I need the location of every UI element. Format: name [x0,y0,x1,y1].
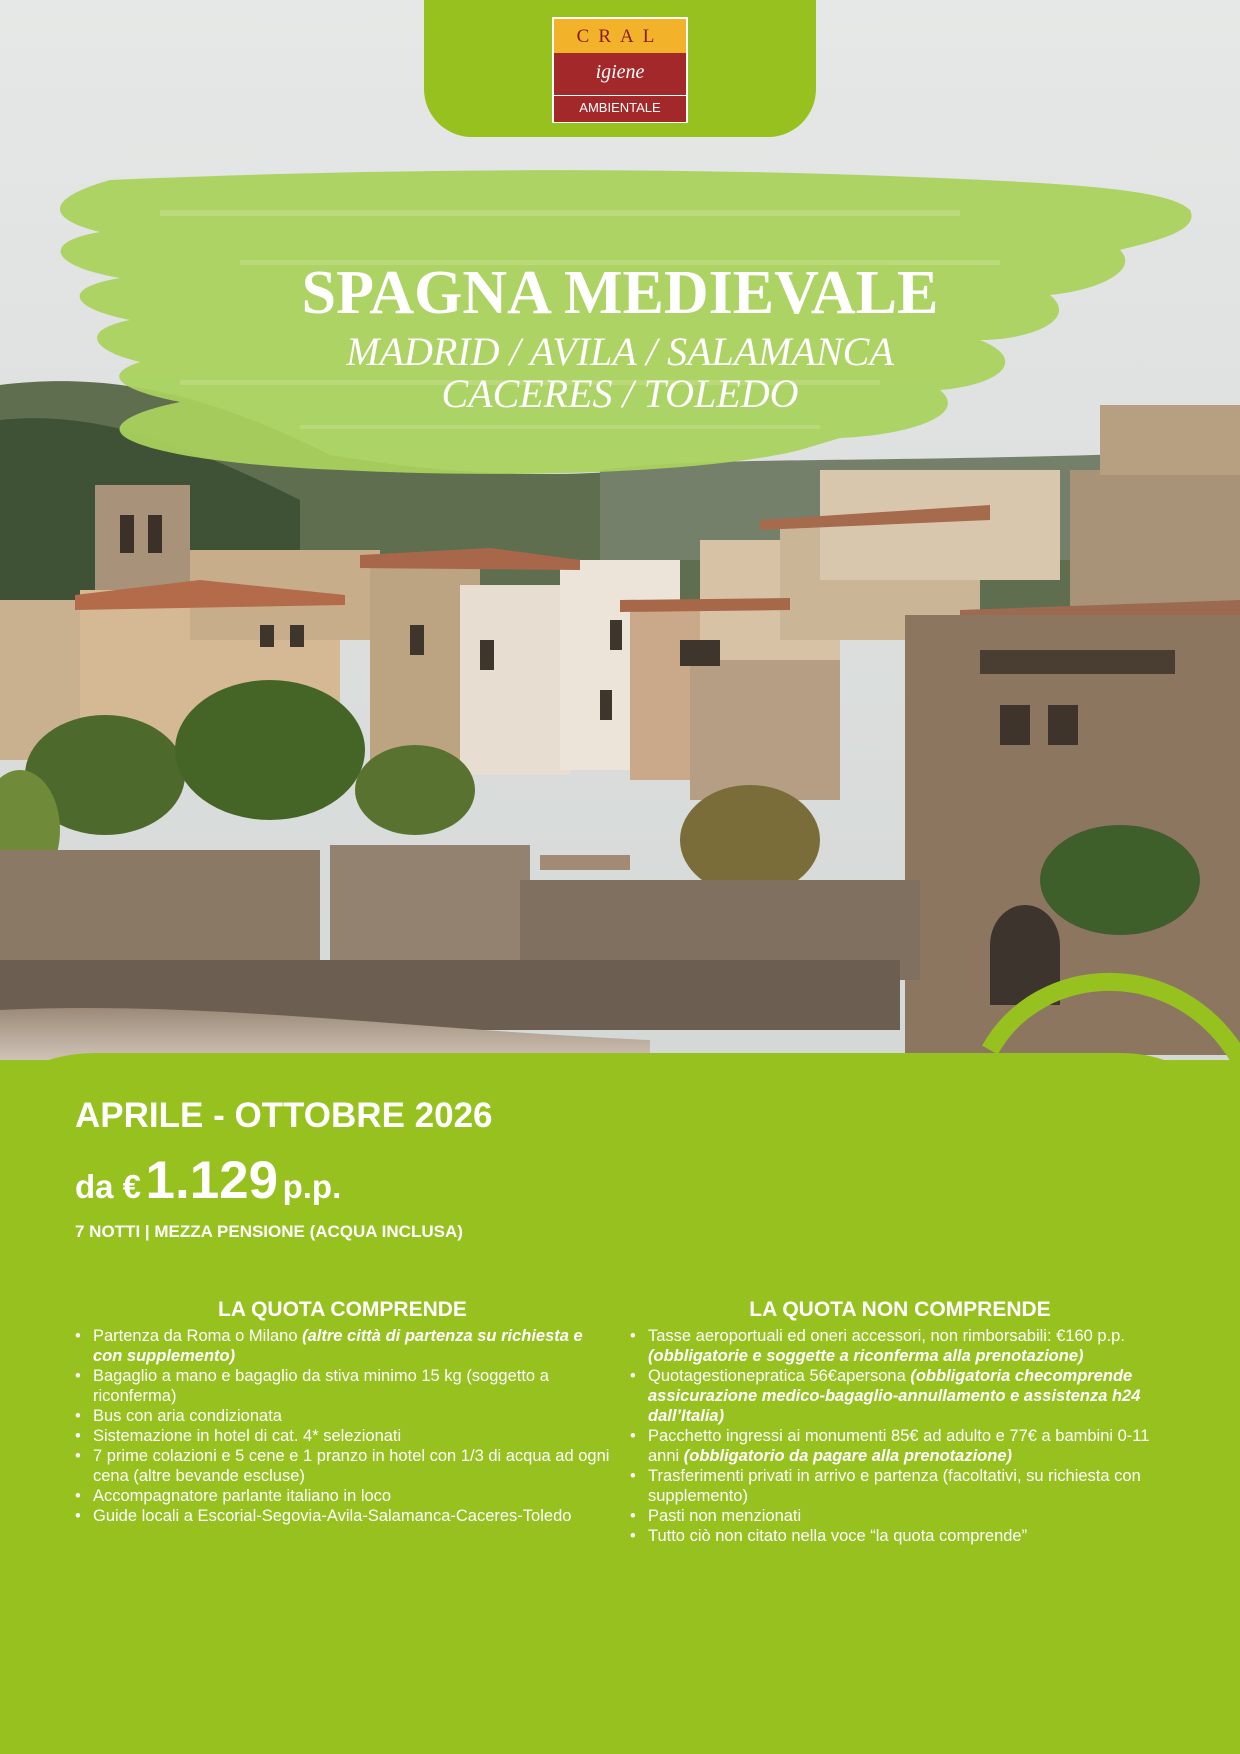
list-item: • Sistemazione in hotel di cat. 4* selezionati [75,1426,610,1446]
subtitle-line-2: CACERES / TOLEDO [441,371,799,416]
trip-details: 7 NOTTI | MEZZA PENSIONE (ACQUA INCLUSA) [75,1222,463,1241]
excluded-section [630,1298,1170,1546]
subtitle-line-1: MADRID / AVILA / SALAMANCA [346,329,894,374]
price-suffix: p.p. [282,1168,342,1205]
list-item: • Accompagnatore parlante italiano in loco [75,1486,610,1506]
logo-line-3: AMBIENTALE [554,95,686,122]
logo-line-2: igiene [554,53,686,95]
list-item: • Trasferimenti privati in arrivo e partenza (facoltativi, su richiesta con supplemento) [630,1466,1170,1506]
included-heading: LA QUOTA COMPRENDE [218,1298,467,1321]
excluded-heading: LA QUOTA NON COMPRENDE [749,1298,1051,1321]
list-item: • 7 prime colazioni e 5 cene e 1 pranzo in hotel con 1/3 di acqua ad ogni cena (altre bevande escluse) [75,1446,610,1486]
price-value: 1.129 [145,1151,279,1210]
list-item: • Quotagestionepratica 56€apersona (obbligatoria checomprende assicurazione medico-bagaglio-annullamento e assistenza h24 dall’Italia) [630,1366,1170,1426]
list-item: • Guide locali a Escorial-Segovia-Avila-Salamanca-Caceres-Toledo [75,1506,610,1526]
price [75,1150,341,1211]
list-item: • Pasti non menzionati [630,1506,1170,1526]
list-item: • Pacchetto ingressi ai monumenti 85€ ad adulto e 77€ a bambini 0-11 anni (obbligatorio da pagare alla prenotazione) [630,1426,1170,1466]
included-section [75,1298,610,1526]
excluded-list [630,1326,1170,1546]
travel-dates: APRILE - OTTOBRE 2026 [75,1096,493,1135]
included-list [75,1326,610,1526]
list-item: • Bus con aria condizionata [75,1406,610,1426]
list-item: • Tutto ciò non citato nella voce “la quota comprende” [630,1526,1170,1546]
logo-line-1: CRAL [554,19,686,53]
page-title: SPAGNA MEDIEVALE [301,259,939,327]
list-item: • Bagaglio a mano e bagaglio da stiva minimo 15 kg (soggetto a riconferma) [75,1366,610,1406]
price-prefix: da € [75,1168,142,1205]
cral-logo [552,17,688,123]
list-item: • Tasse aeroportuali ed oneri accessori, non rimborsabili: €160 p.p. (obbligatorie e soggette a riconferma alla prenotazione) [630,1326,1170,1366]
list-item: • Partenza da Roma o Milano (altre città di partenza su richiesta e con supplemento) [75,1326,610,1366]
